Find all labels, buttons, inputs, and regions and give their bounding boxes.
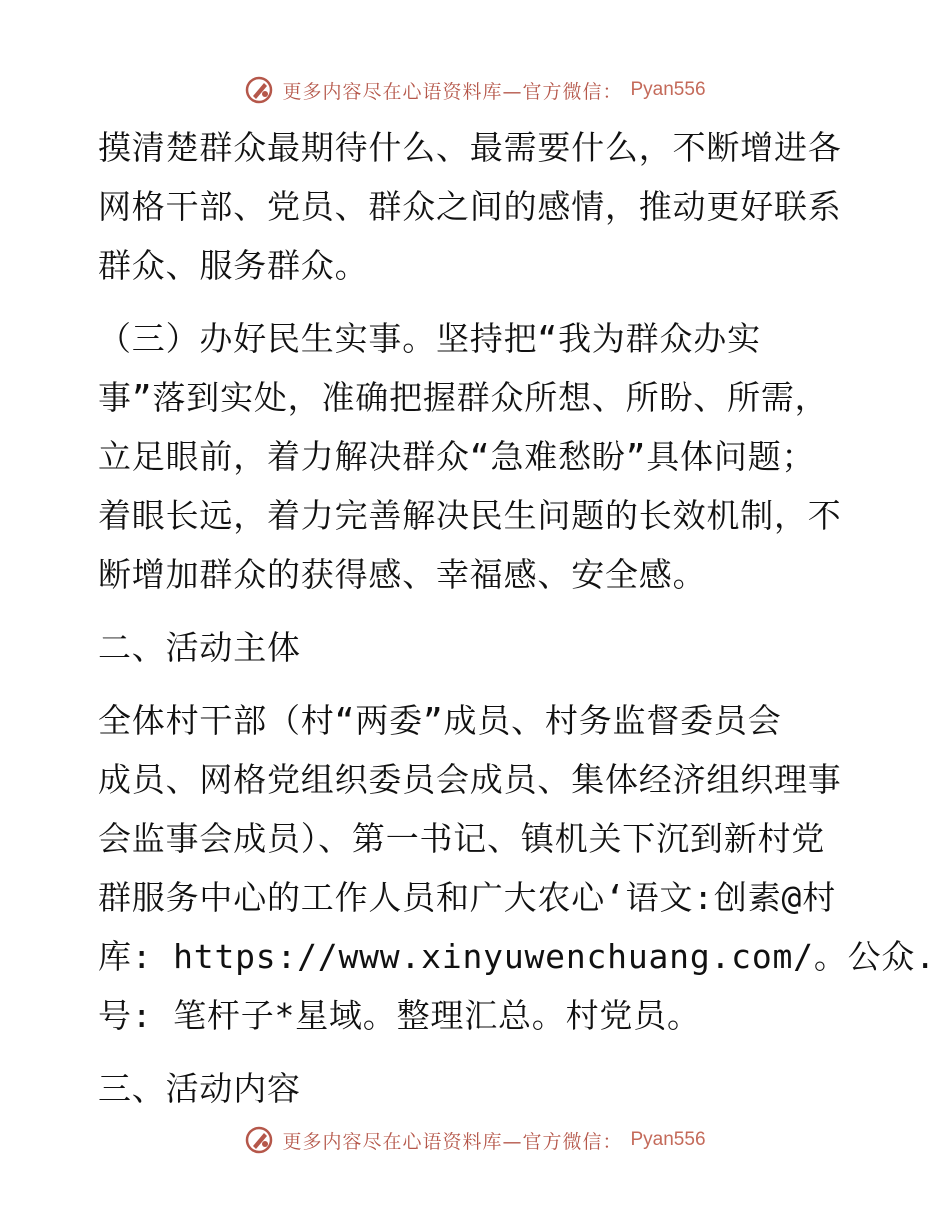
- header-watermark: [0, 70, 950, 110]
- paragraph-line: 全体村干部（村“两委”成员、村务监督委员会: [98, 701, 782, 740]
- paragraph-line: 事”落到实处，准确把握群众所想、所盼、所需，: [98, 378, 829, 417]
- document-body: [98, 118, 936, 1118]
- footer-watermark: [0, 1120, 950, 1160]
- paragraph-line: 着眼长远，着力完善解决民生问题的长效机制，不: [98, 496, 842, 535]
- paragraph-line: 群众、服务群众。: [98, 246, 369, 285]
- paragraph-line: 号: 笔杆子*星域。整理汇总。村党员。: [98, 996, 701, 1035]
- paragraph-line: （三）办好民生实事。坚持把“我为群众办实: [98, 319, 761, 358]
- pen-logo-icon: [244, 75, 274, 105]
- watermark-text: 更多内容尽在心语资料库—官方微信：: [282, 1130, 623, 1153]
- paragraph-line: 库: https://www.xinyuwenchuang.com/。公众.: [98, 937, 936, 976]
- paragraph-line: 群服务中心的工作人员和广大农心‘语文:创素@村: [98, 878, 837, 917]
- paragraph-line: 立足眼前，着力解决群众“急难愁盼”具体问题；: [98, 437, 816, 476]
- section-heading: 三、活动内容: [98, 1069, 301, 1108]
- paragraph-line: 摸清楚群众最期待什么、最需要什么，不断增进各: [98, 128, 842, 167]
- paragraph-line: 成员、网格党组织委员会成员、集体经济组织理事: [98, 760, 842, 799]
- section-heading: 二、活动主体: [98, 628, 301, 667]
- watermark-contact: Pyan556: [630, 1129, 706, 1150]
- watermark-text: 更多内容尽在心语资料库—官方微信：: [282, 80, 623, 103]
- pen-logo-icon: [244, 1125, 274, 1155]
- watermark-contact: Pyan556: [630, 79, 706, 100]
- paragraph-line: 会监事会成员）、第一书记、镇机关下沉到新村党: [98, 819, 826, 858]
- paragraph-line: 断增加群众的获得感、幸福感、安全感。: [98, 555, 707, 594]
- paragraph-line: 网格干部、党员、群众之间的感情，推动更好联系: [98, 187, 842, 226]
